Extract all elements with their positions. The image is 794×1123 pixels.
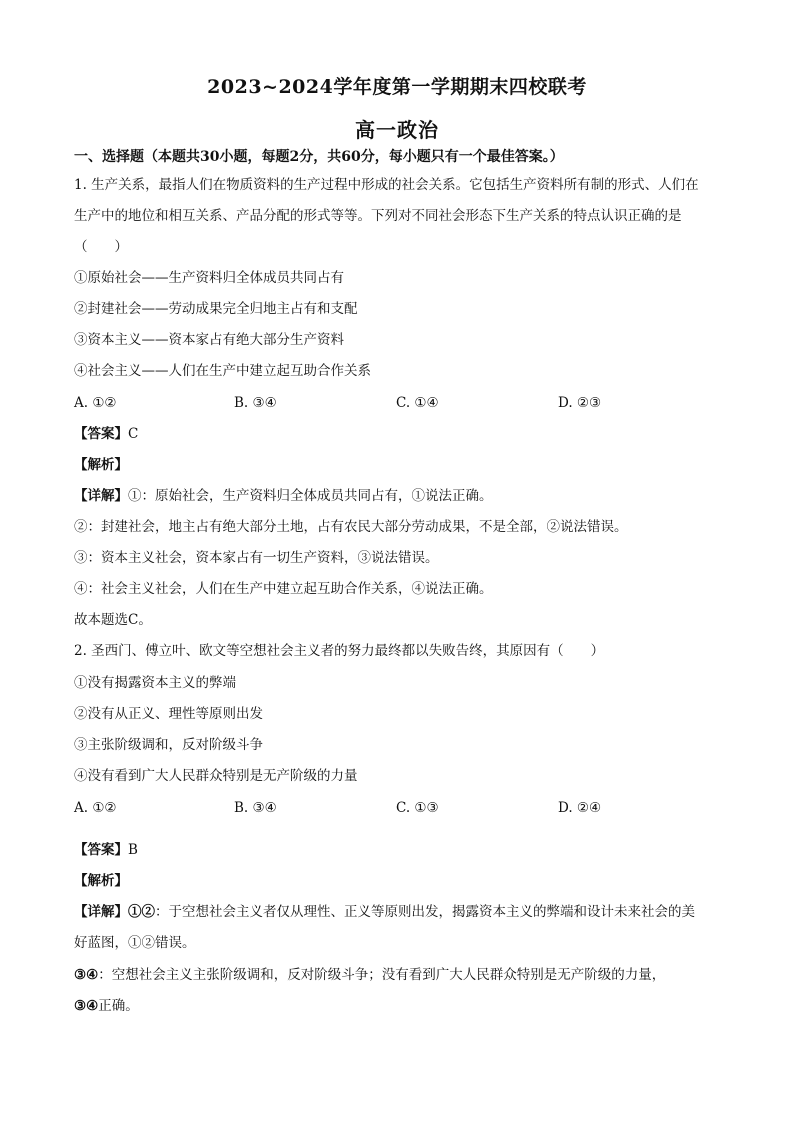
q2-detail-2 (74, 966, 665, 984)
detail-markers: ①② (128, 904, 155, 920)
detail-text: 正确。 (98, 998, 139, 1014)
detail-markers: ③④ (74, 967, 99, 983)
q2-option-b: B. ③④ (234, 800, 277, 816)
answer-tag: 【答案】 (74, 426, 128, 442)
answer-value: B (128, 842, 138, 858)
answer-tag: 【答案】 (74, 842, 128, 858)
detail-text: ：空想社会主义主张阶级调和，反对阶级斗争；没有看到广大人民群众特别是无产阶级的力量， (98, 967, 666, 983)
q1-item-4: ④社会主义——人们在生产中建立起互助合作关系 (74, 363, 371, 379)
q2-stem-line1: 2. 圣西门、傅立叶、欧文等空想社会主义者的努力最终都以失败告终，其原因有（ ） (74, 643, 605, 659)
q2-option-d: D. ②④ (558, 800, 602, 816)
q2-item-2: ②没有从正义、理性等原则出发 (74, 706, 263, 722)
q2-answer (74, 841, 138, 859)
detail-text: ：于空想社会主义者仅从理性、正义等原则出发，揭露资本主义的弊端和设计未来社会的美 (155, 904, 695, 920)
detail-text: ①：原始社会，生产资料归全体成员共同占有，①说法正确。 (128, 488, 493, 504)
q1-stem-line2: 生产中的地位和相互关系、产品分配的形式等等。下列对不同社会形态下生产关系的特点认识正确的是 (74, 208, 682, 224)
q1-option-b: B. ③④ (234, 395, 277, 411)
q1-stem-line3: （ ） (74, 239, 128, 255)
q2-item-4: ④没有看到广大人民群众特别是无产阶级的力量 (74, 768, 358, 784)
q2-item-3: ③主张阶级调和，反对阶级斗争 (74, 737, 263, 753)
detail-tag: 【详解】 (74, 904, 128, 920)
q2-detail-1 (74, 903, 695, 921)
exam-title: 2023~2024学年度第一学期期末四校联考 (207, 76, 587, 98)
q1-item-3: ③资本主义——资本家占有绝大部分生产资料 (74, 332, 344, 348)
detail-markers: ③④ (74, 998, 99, 1014)
q2-option-c: C. ①③ (396, 800, 439, 816)
answer-value: C (128, 426, 139, 442)
q1-detail-2: ②：封建社会，地主占有绝大部分土地，占有农民大部分劳动成果，不是全部，②说法错误。 (74, 519, 628, 535)
q1-answer (74, 425, 138, 443)
q1-option-d: D. ②③ (558, 395, 602, 411)
q1-option-a: A. ①② (74, 395, 117, 411)
section-heading: 一、选择题（本题共30小题，每题2分，共60分，每小题只有一个最佳答案。） (74, 149, 564, 165)
q1-item-1: ①原始社会——生产资料归全体成员共同占有 (74, 270, 344, 286)
q1-item-2: ②封建社会——劳动成果完全归地主占有和支配 (74, 301, 358, 317)
detail-tag: 【详解】 (74, 488, 128, 504)
q2-option-a: A. ①② (74, 800, 117, 816)
q1-conclusion: 故本题选C。 (74, 612, 152, 628)
q2-detail-1-cont: 好蓝图，①②错误。 (74, 935, 196, 951)
q2-analysis-tag: 【解析】 (74, 873, 128, 889)
q2-detail-2-cont (74, 997, 139, 1015)
q1-detail-4: ④：社会主义社会，人们在生产中建立起互助合作关系，④说法正确。 (74, 581, 493, 597)
q2-item-1: ①没有揭露资本主义的弊端 (74, 675, 236, 691)
q1-detail-1 (74, 487, 493, 505)
q1-analysis-tag: 【解析】 (74, 457, 128, 473)
q1-detail-3: ③：资本主义社会，资本家占有一切生产资料，③说法错误。 (74, 550, 439, 566)
q1-option-c: C. ①④ (396, 395, 439, 411)
subject-title: 高一政治 (355, 118, 439, 142)
q1-stem-line1: 1. 生产关系，最指人们在物质资料的生产过程中形成的社会关系。它包括生产资料所有制的形式、人们在 (74, 177, 699, 193)
